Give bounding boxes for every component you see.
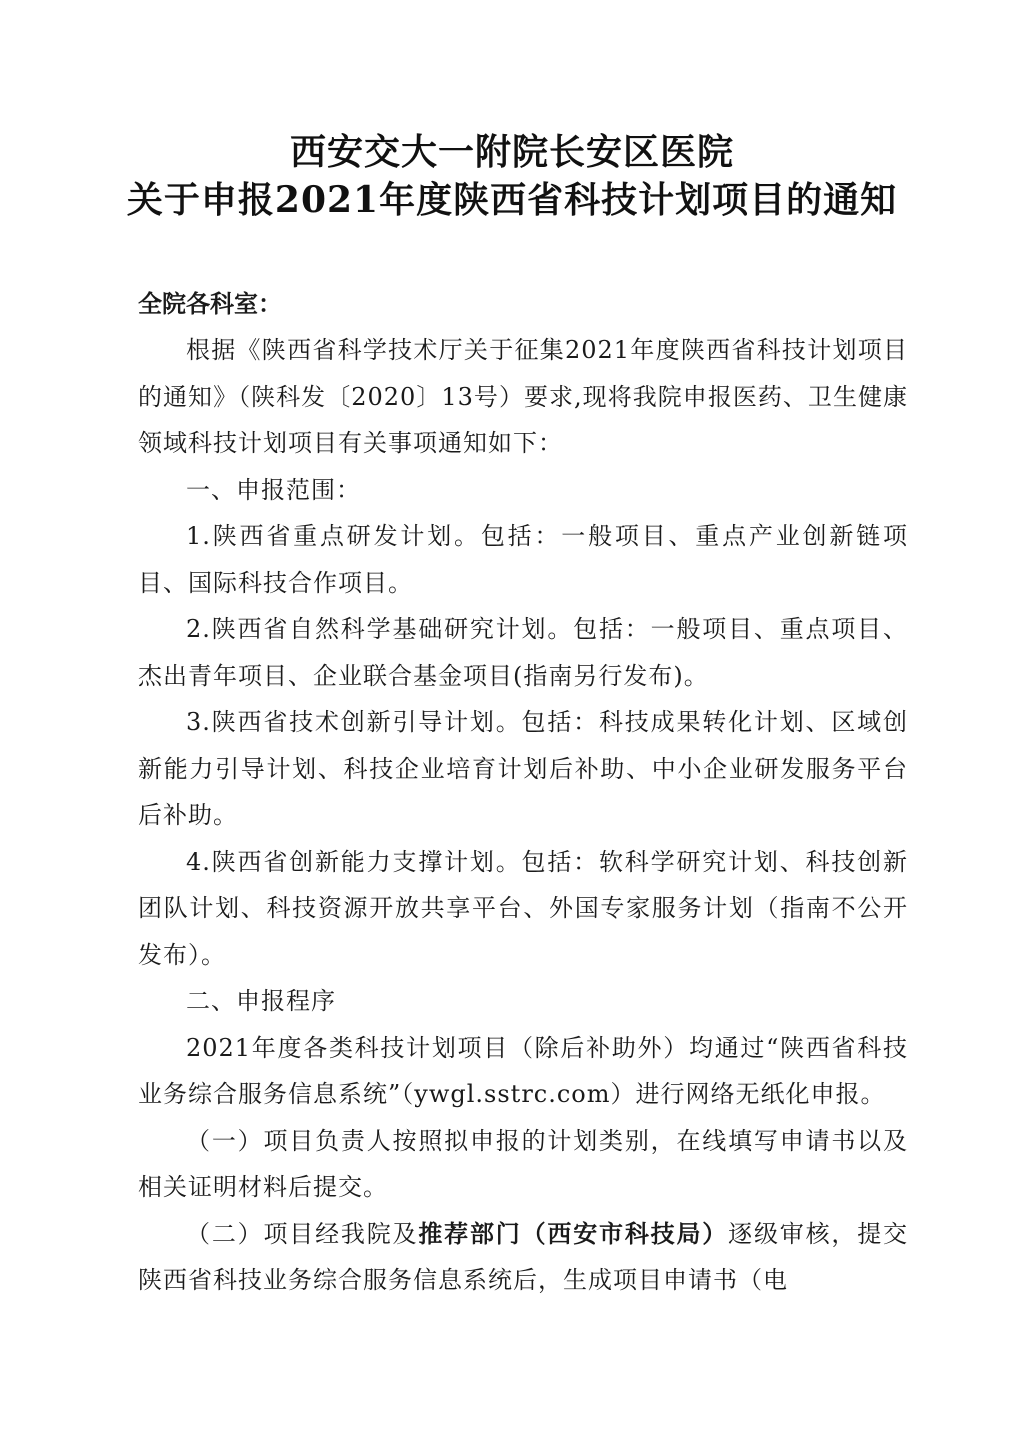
paragraph-procedure-intro: 2021年度各类科技计划项目（除后补助外）均通过“陕西省科技业务综合服务信息系统”（ywgl.sstrc.com）进行网络无纸化申报。: [138, 1033, 908, 1108]
paragraph-item-3: 3.陕西省技术创新引导计划。包括：科技成果转化计划、区域创新能力引导计划、科技企业培育计划后补助、中小企业研发服务平台后补助。: [138, 708, 908, 829]
document-title-line2: 关于申报2021年度陕西省科技计划项目的通知: [126, 179, 898, 221]
paragraph-item-1: 1.陕西省重点研发计划。包括：一般项目、重点产业创新链项目、国际科技合作项目。: [138, 522, 908, 597]
paragraph-item-2: 2.陕西省自然科学基础研究计划。包括：一般项目、重点项目、杰出青年项目、企业联合基金项目(指南另行发布)。: [138, 615, 908, 690]
step2-bold-department: 推荐部门（西安市科技局）: [418, 1218, 729, 1248]
paragraph-procedure-step-2: [138, 1211, 908, 1304]
paragraph-item-4: 4.陕西省创新能力支撑计划。包括：软科学研究计划、科技创新团队计划、科技资源开放共享平台、外国专家服务计划（指南不公开发布）。: [138, 847, 908, 969]
step2-text-part2: 逐级审核，提交陕西省科技业务综合服务信息系统后，生成项目申请书（电: [138, 1219, 909, 1294]
document-title-line1: 西安交大一附院长安区医院: [289, 131, 734, 173]
section-heading-scope: 一、申报范围：: [186, 475, 361, 504]
section-heading-procedure: 二、申报程序: [186, 987, 336, 1015]
step2-text-part1: （二）项目经我院及: [186, 1219, 419, 1248]
salutation: 全院各科室：: [138, 289, 282, 318]
paragraph-procedure-step-1: （一）项目负责人按照拟申报的计划类别，在线填写申请书以及相关证明材料后提交。: [138, 1126, 908, 1201]
document-body: [138, 327, 908, 1304]
paragraph-intro: 根据《陕西省科学技术厅关于征集2021年度陕西省科技计划项目的通知》（陕科发〔2020〕13号）要求,现将我院申报医药、卫生健康领域科技计划项目有关事项通知如下：: [138, 336, 908, 457]
